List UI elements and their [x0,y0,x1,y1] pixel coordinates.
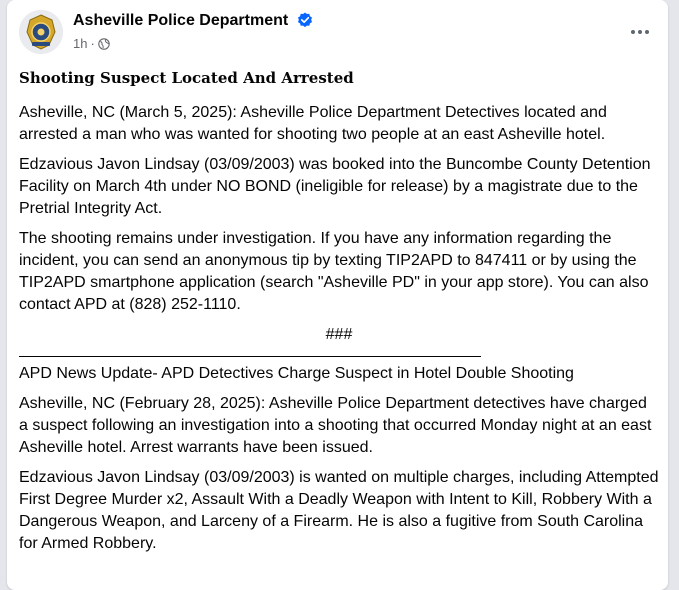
section-separator: ### [325,326,353,343]
post-header [19,8,656,56]
verified-check-icon [297,12,313,28]
globe-icon[interactable] [98,38,110,50]
page-name-link[interactable] [73,12,313,30]
post-card [7,0,668,590]
post-headline: Shooting Suspect Located And Arrested [19,69,354,87]
paragraph: Edzavious Javon Lindsay (03/09/2003) was booked into the Buncombe County Detention Facility on March 4th under NO BOND (ineligible for release) by a magistrate due to the Pretrial Integrity Act. [19,156,651,217]
divider-line [19,356,481,357]
post-body [19,64,659,563]
post-meta [73,36,110,51]
ellipsis-icon [631,30,635,34]
paragraph: Edzavious Javon Lindsay (03/09/2003) is wanted on multiple charges, including Attempted First Degree Murder x2, Assault With a Deadly Weapon with Intent to Kill, Robbery With a Dangerous Weapon, and Larceny of a Firearm. He is also a fugitive from South Carolina for Armed Robbery. [19,469,659,552]
post-timestamp[interactable]: 1h [73,36,88,51]
paragraph: Asheville, NC (March 5, 2025): Asheville Police Department Detectives located and arrested a man who was wanted for shooting two people at an east Asheville hotel. [19,104,607,143]
page-name-text: Asheville Police Department [73,12,289,29]
more-options-button[interactable] [624,16,656,48]
meta-separator: · [90,36,95,51]
page-avatar[interactable] [19,10,63,54]
paragraph: Asheville, NC (February 28, 2025): Asheville Police Department detectives have charged a suspect following an investigation into a shooting that occurred Monday night at an east Asheville hotel. Arrest warrants have been issued. [19,395,652,456]
paragraph: The shooting remains under investigation. If you have any information regarding the incident, you can send an anonymous tip by texting TIP2APD to 847411 or by using the TIP2APD smartphone application (search "Asheville PD" in your app store). You can also contact APD at (828) 252-1110. [19,230,649,313]
police-badge-logo [19,10,63,54]
update-title: APD News Update- APD Detectives Charge Suspect in Hotel Double Shooting [19,365,574,382]
